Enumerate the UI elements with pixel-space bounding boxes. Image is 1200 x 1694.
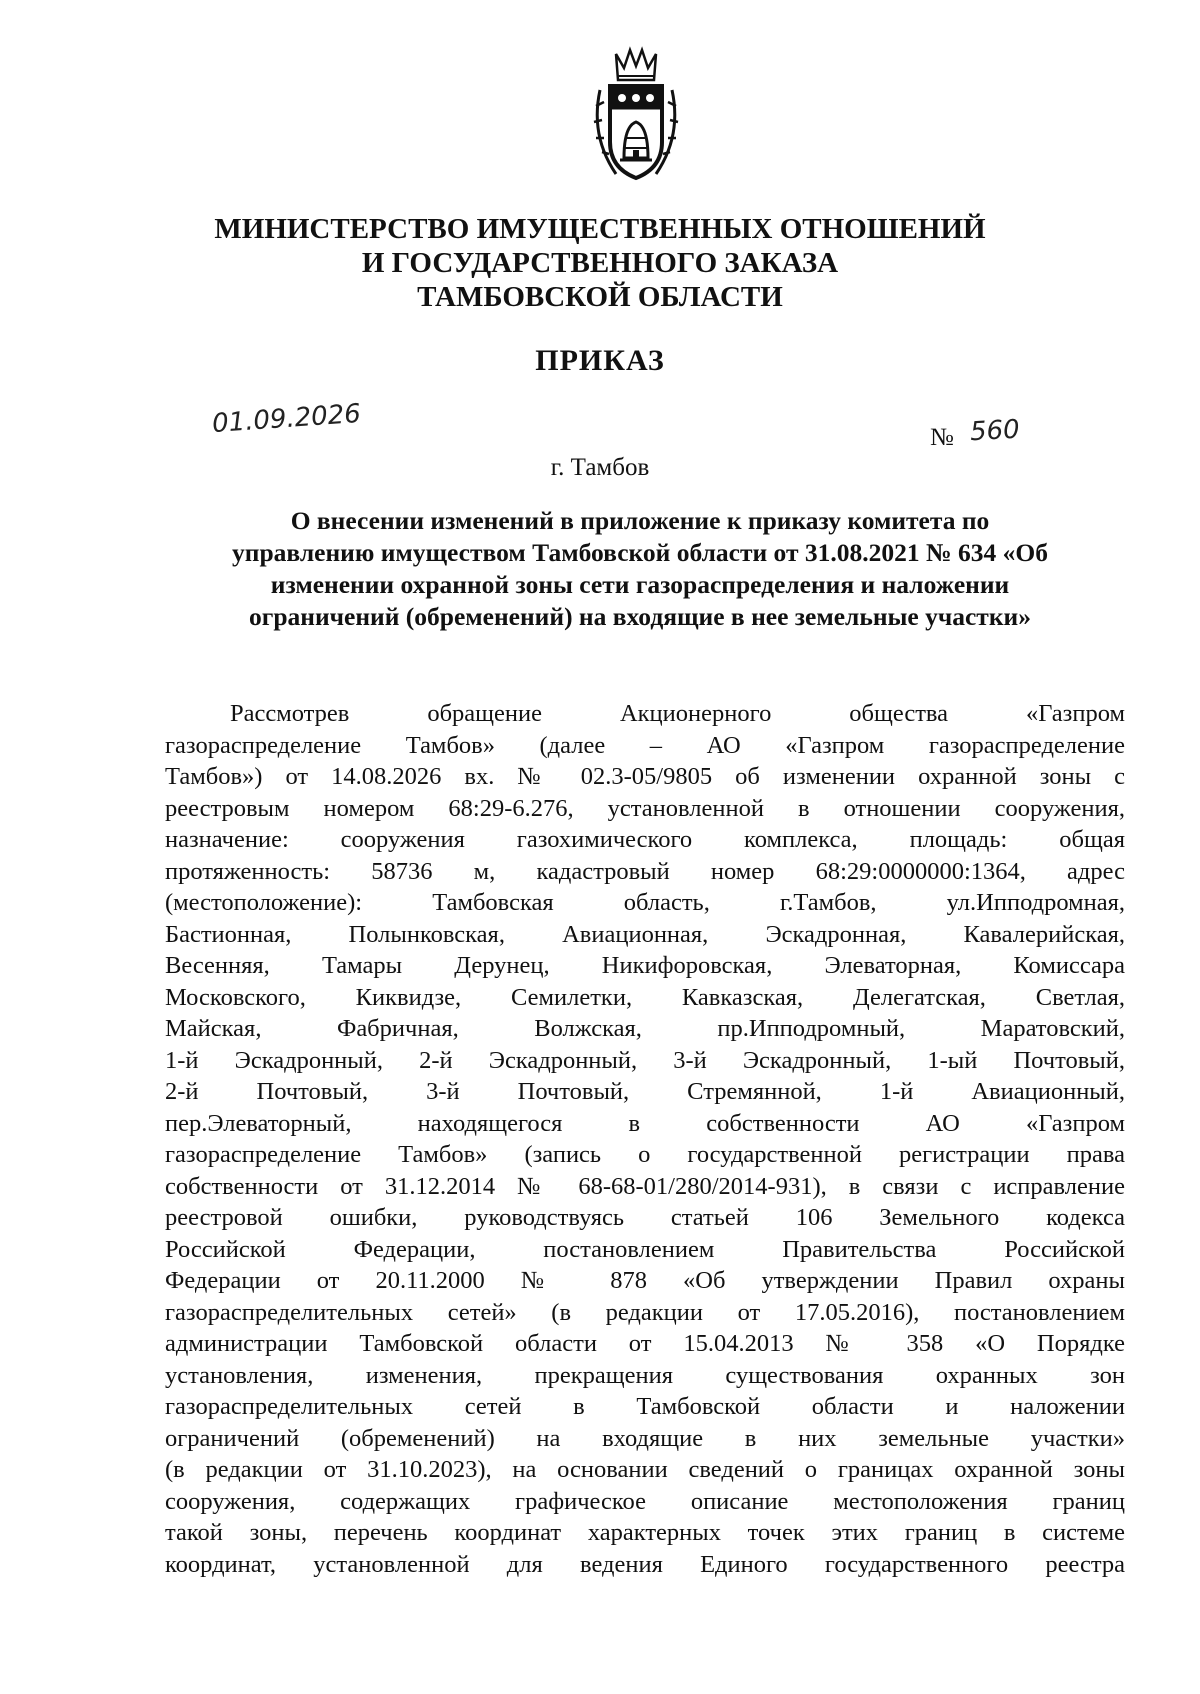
body-line: 2-й Почтовый, 3-й Почтовый, Стремянной, 1-й Авиационный, — [165, 1078, 1125, 1105]
body-line: протяженность: 58736 м, кадастровый номер 68:29:0000000:1364, адрес — [165, 857, 1125, 885]
handwritten-date: 01.09.2026 — [211, 398, 362, 440]
body-line: Весенняя, Тамары Дерунец, Никифоровская, Элеваторная, Комиссара — [165, 952, 1125, 979]
ministry-line: ТАМБОВСКОЙ ОБЛАСТИ — [417, 281, 783, 313]
body-line: Майская, Фабричная, Волжская, пр.Ипподромный, Маратовский, — [165, 1015, 1125, 1042]
order-subject — [160, 505, 1120, 633]
body-line: Бастионная, Полынковская, Авиационная, Эскадронная, Кавалерийская, — [165, 920, 1125, 948]
ministry-name — [0, 212, 1200, 314]
body-line: назначение: сооружения газохимического комплекса, площадь: общая — [165, 826, 1125, 853]
subject-line: управлению имуществом Тамбовской области от 31.08.2021 № 634 «Об — [232, 538, 1048, 567]
body-line: 1-й Эскадронный, 2-й Эскадронный, 3-й Эскадронный, 1-ый Почтовый, — [165, 1046, 1125, 1074]
ministry-line: И ГОСУДАРСТВЕННОГО ЗАКАЗА — [361, 247, 839, 279]
body-line: Федерации от 20.11.2000 № 878 «Об утверждении Правил охраны — [165, 1267, 1125, 1294]
body-line: установления, изменения, прекращения существования охранных зон — [165, 1361, 1125, 1389]
body-line: газораспределительных сетей» (в редакции от 17.05.2016), постановлением — [165, 1298, 1125, 1326]
body-line: собственности от 31.12.2014 № 68-68-01/280/2014-931), в связи с исправление — [165, 1172, 1125, 1200]
handwritten-number: 560 — [969, 414, 1021, 448]
body-line: (местоположение): Тамбовская область, г.Тамбов, ул.Ипподромная, — [165, 889, 1125, 916]
subject-line: О внесении изменений в приложение к приказу комитета по — [290, 506, 990, 535]
body-line: (в редакции от 31.10.2023), на основании сведений о границах охранной зоны — [165, 1456, 1125, 1483]
subject-line: ограничений (обременений) на входящие в нее земельные участки» — [249, 602, 1031, 631]
body-line: газораспределение Тамбов» (далее – АО «Газпром газораспределение — [165, 731, 1125, 759]
body-line: администрации Тамбовской области от 15.04.2013 № 358 «О Порядке — [165, 1330, 1125, 1357]
ministry-line: МИНИСТЕРСТВО ИМУЩЕСТВЕННЫХ ОТНОШЕНИЙ — [214, 213, 986, 245]
body-line: ограничений (обременений) на входящие в них земельные участки» — [165, 1424, 1125, 1452]
body-line: реестровой ошибки, руководствуясь статьей 106 Земельного кодекса — [165, 1204, 1125, 1231]
body-line: такой зоны, перечень координат характерных точек этих границ в системе — [165, 1519, 1125, 1546]
number-label: № — [930, 424, 954, 451]
body-line: пер.Элеваторный, находящегося в собственности АО «Газпром — [165, 1109, 1125, 1137]
body-line: Московского, Киквидзе, Семилетки, Кавказская, Делегатская, Светлая, — [165, 983, 1125, 1011]
body-line: Тамбов») от 14.08.2026 вх. № 02.3-05/9805 об изменении охранной зоны с — [165, 763, 1125, 790]
body-line: координат, установленной для ведения Единого государственного реестра — [165, 1550, 1125, 1578]
document-type: ПРИКАЗ — [535, 344, 665, 377]
body-line: сооружения, содержащих графическое описание местоположения границ — [165, 1487, 1125, 1515]
body-line: реестровым номером 68:29-6.276, установленной в отношении сооружения, — [165, 794, 1125, 822]
body-line: Рассмотрев обращение Акционерного общества «Газпром — [230, 700, 1125, 727]
city: г. Тамбов — [550, 454, 650, 481]
body-line: Российской Федерации, постановлением Правительства Российской — [165, 1235, 1125, 1263]
body-paragraph — [165, 698, 1125, 1580]
tambov-coat-of-arms-icon — [586, 46, 686, 188]
subject-line: изменении охранной зоны сети газораспределения и наложении — [270, 570, 1010, 599]
body-line: газораспределительных сетей в Тамбовской области и наложении — [165, 1393, 1125, 1420]
body-line: газораспределение Тамбов» (запись о государственной регистрации права — [165, 1141, 1125, 1168]
